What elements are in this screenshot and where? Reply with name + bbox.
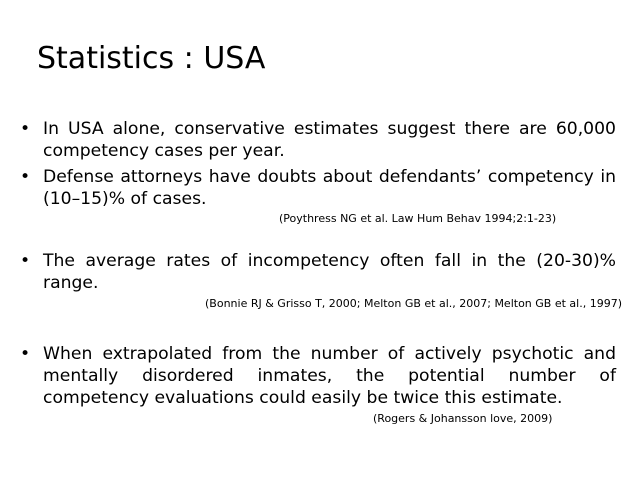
bullet-text: The average rates of incompetency often fall in the (20-30)% range. (43, 251, 616, 293)
bullet-text: When extrapolated from the number of actively psychotic and mentally disordered inmates, the potential number of competency evaluations could easily be twice this estimate. (43, 344, 616, 408)
bullet-item-1 (20, 118, 616, 162)
slide-title: Statistics : USA (37, 41, 266, 76)
bullet-text: Defense attorneys have doubts about defendants’ competency in (10–15)% of cases. (43, 167, 616, 209)
bullet-dot: • (20, 344, 31, 364)
bullet-dot: • (20, 119, 31, 139)
bullet-item-3 (20, 250, 616, 294)
bullet-item-4 (20, 343, 616, 409)
citation-3: (Rogers & Johansson love, 2009) (373, 412, 553, 425)
bullet-dot: • (20, 251, 31, 271)
bullet-item-2 (20, 166, 616, 210)
bullet-text: In USA alone, conservative estimates suggest there are 60,000 competency cases per year. (43, 119, 616, 161)
citation-1: (Poythress NG et al. Law Hum Behav 1994;2:1-23) (279, 212, 557, 225)
citation-2: (Bonnie RJ & Grisso T, 2000; Melton GB et al., 2007; Melton GB et al., 1997) (205, 297, 622, 310)
bullet-dot: • (20, 167, 31, 187)
